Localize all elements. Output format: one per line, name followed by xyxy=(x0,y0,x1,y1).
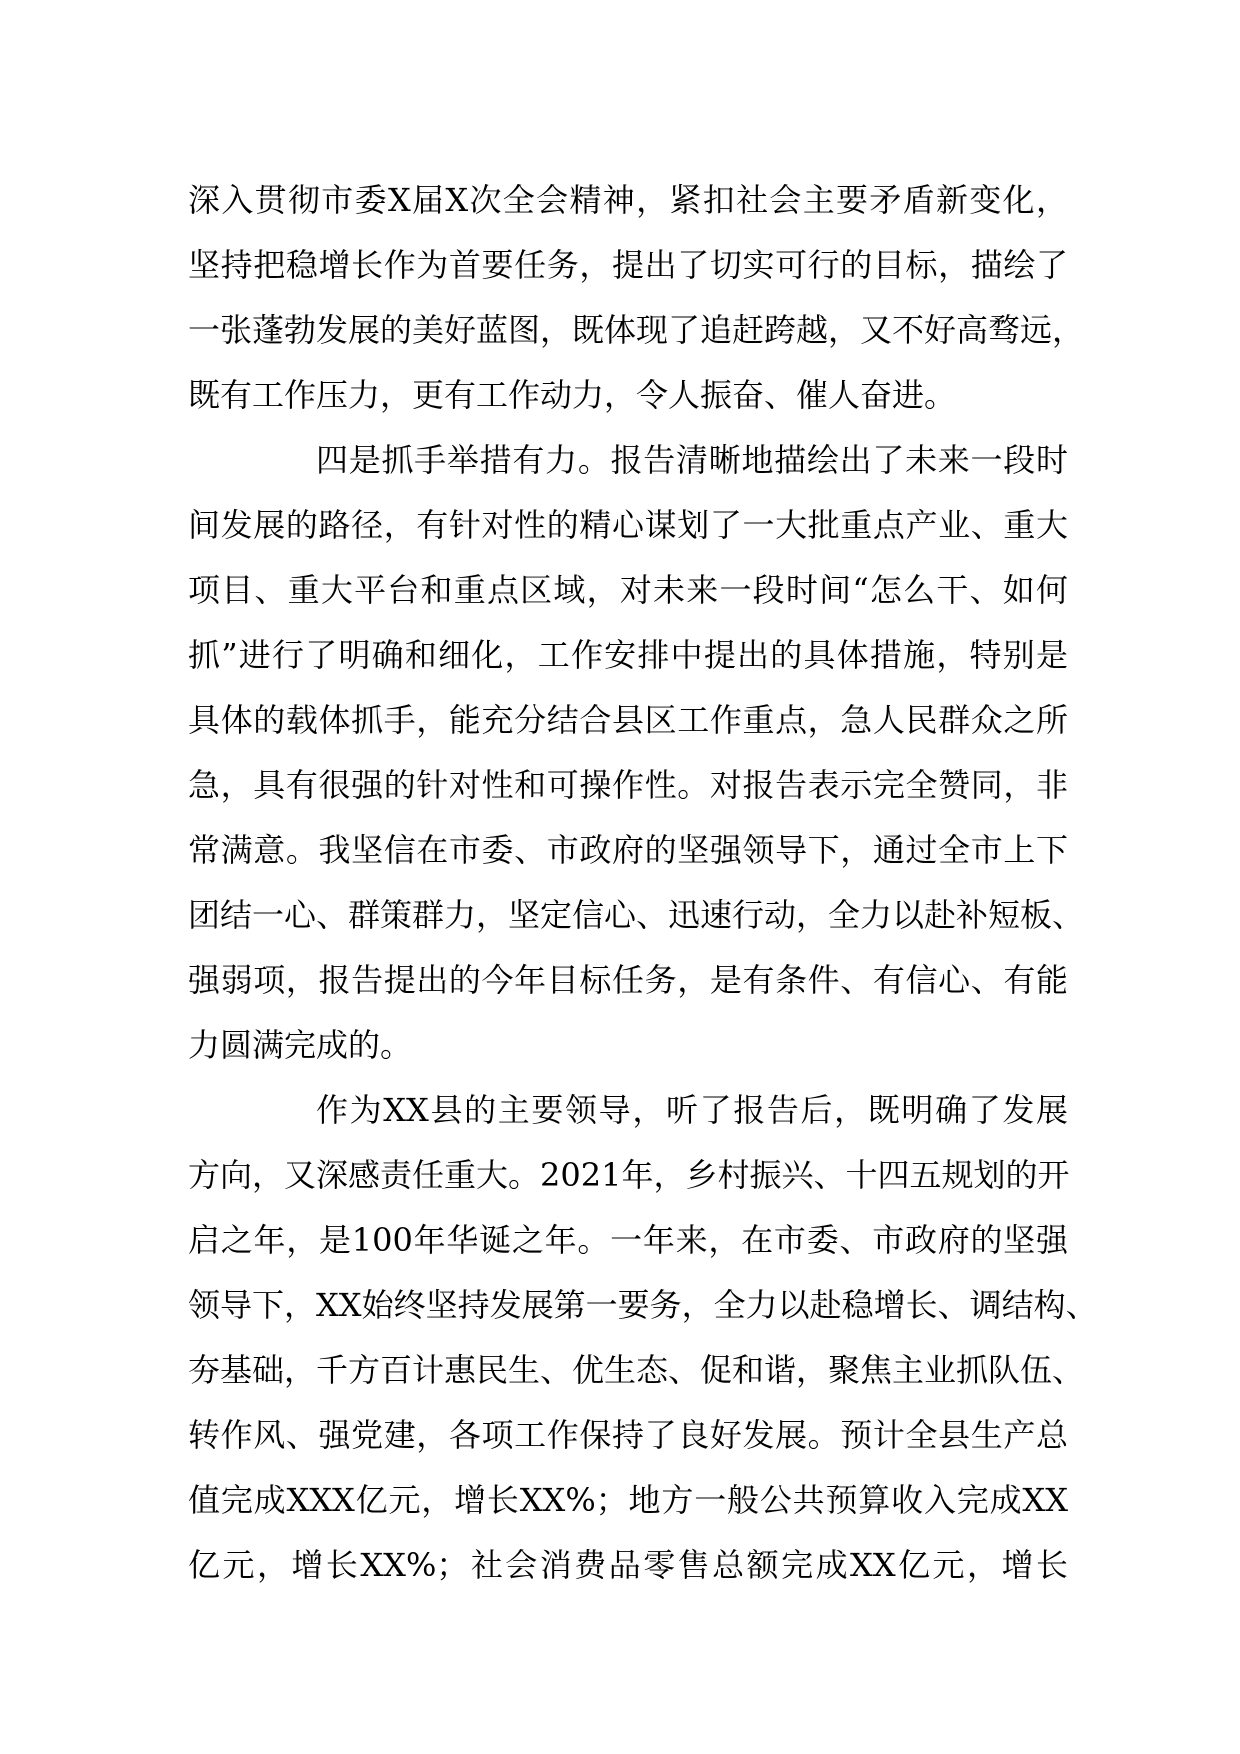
text-line: 急，具有很强的针对性和可操作性。对报告表示完全赞同，非 xyxy=(188,766,1068,804)
text-line: 力圆满完成的。 xyxy=(188,1026,413,1064)
text-line: 团结一心、群策群力，坚定信心、迅速行动，全力以赴补短板、 xyxy=(188,896,1085,934)
text-line: 项目、重大平台和重点区域，对未来一段时间“怎么干、如何 xyxy=(188,571,1068,609)
text-line: 夯基础，千方百计惠民生、优生态、促和谐，聚焦主业抓队伍、 xyxy=(188,1351,1085,1389)
text-line: 坚持把稳增长作为首要任务，提出了切实可行的目标，描绘了 xyxy=(188,246,1068,284)
text-line: 亿元，增长XX%；社会消费品零售总额完成XX亿元，增长 xyxy=(188,1546,1068,1584)
text-line: 常满意。我坚信在市委、市政府的坚强领导下，通过全市上下 xyxy=(188,831,1068,869)
text-line: 方向，又深感责任重大。2021年，乡村振兴、十四五规划的开 xyxy=(188,1156,1070,1194)
text-line: 强弱项，报告提出的今年目标任务，是有条件、有信心、有能 xyxy=(188,961,1068,999)
text-line: 抓”进行了明确和细化，工作安排中提出的具体措施，特别是 xyxy=(188,636,1068,674)
text-line: 转作风、强党建，各项工作保持了良好发展。预计全县生产总 xyxy=(188,1416,1068,1454)
text-line: 间发展的路径，有针对性的精心谋划了一大批重点产业、重大 xyxy=(188,506,1068,544)
text-line: 值完成XXX亿元，增长XX%；地方一般公共预算收入完成XX xyxy=(188,1481,1068,1519)
text-line: 领导下，XX始终坚持发展第一要务，全力以赴稳增长、调结构、 xyxy=(188,1286,1098,1324)
text-line: 具体的载体抓手，能充分结合县区工作重点，急人民群众之所 xyxy=(188,701,1068,739)
text-line: 启之年，是100年华诞之年。一年来，在市委、市政府的坚强 xyxy=(188,1221,1068,1259)
text-line: 既有工作压力，更有工作动力，令人振奋、催人奋进。 xyxy=(188,376,957,414)
body-text xyxy=(188,168,1098,1598)
text-line: 作为XX县的主要领导，听了报告后，既明确了发展 xyxy=(316,1091,1068,1129)
text-line: 一张蓬勃发展的美好蓝图，既体现了追赶跨越，又不好高骛远， xyxy=(188,311,1085,349)
text-line: 四是抓手举措有力。报告清晰地描绘出了未来一段时 xyxy=(316,441,1068,479)
text-line: 深入贯彻市委X届X次全会精神，紧扣社会主要矛盾新变化， xyxy=(188,181,1068,219)
